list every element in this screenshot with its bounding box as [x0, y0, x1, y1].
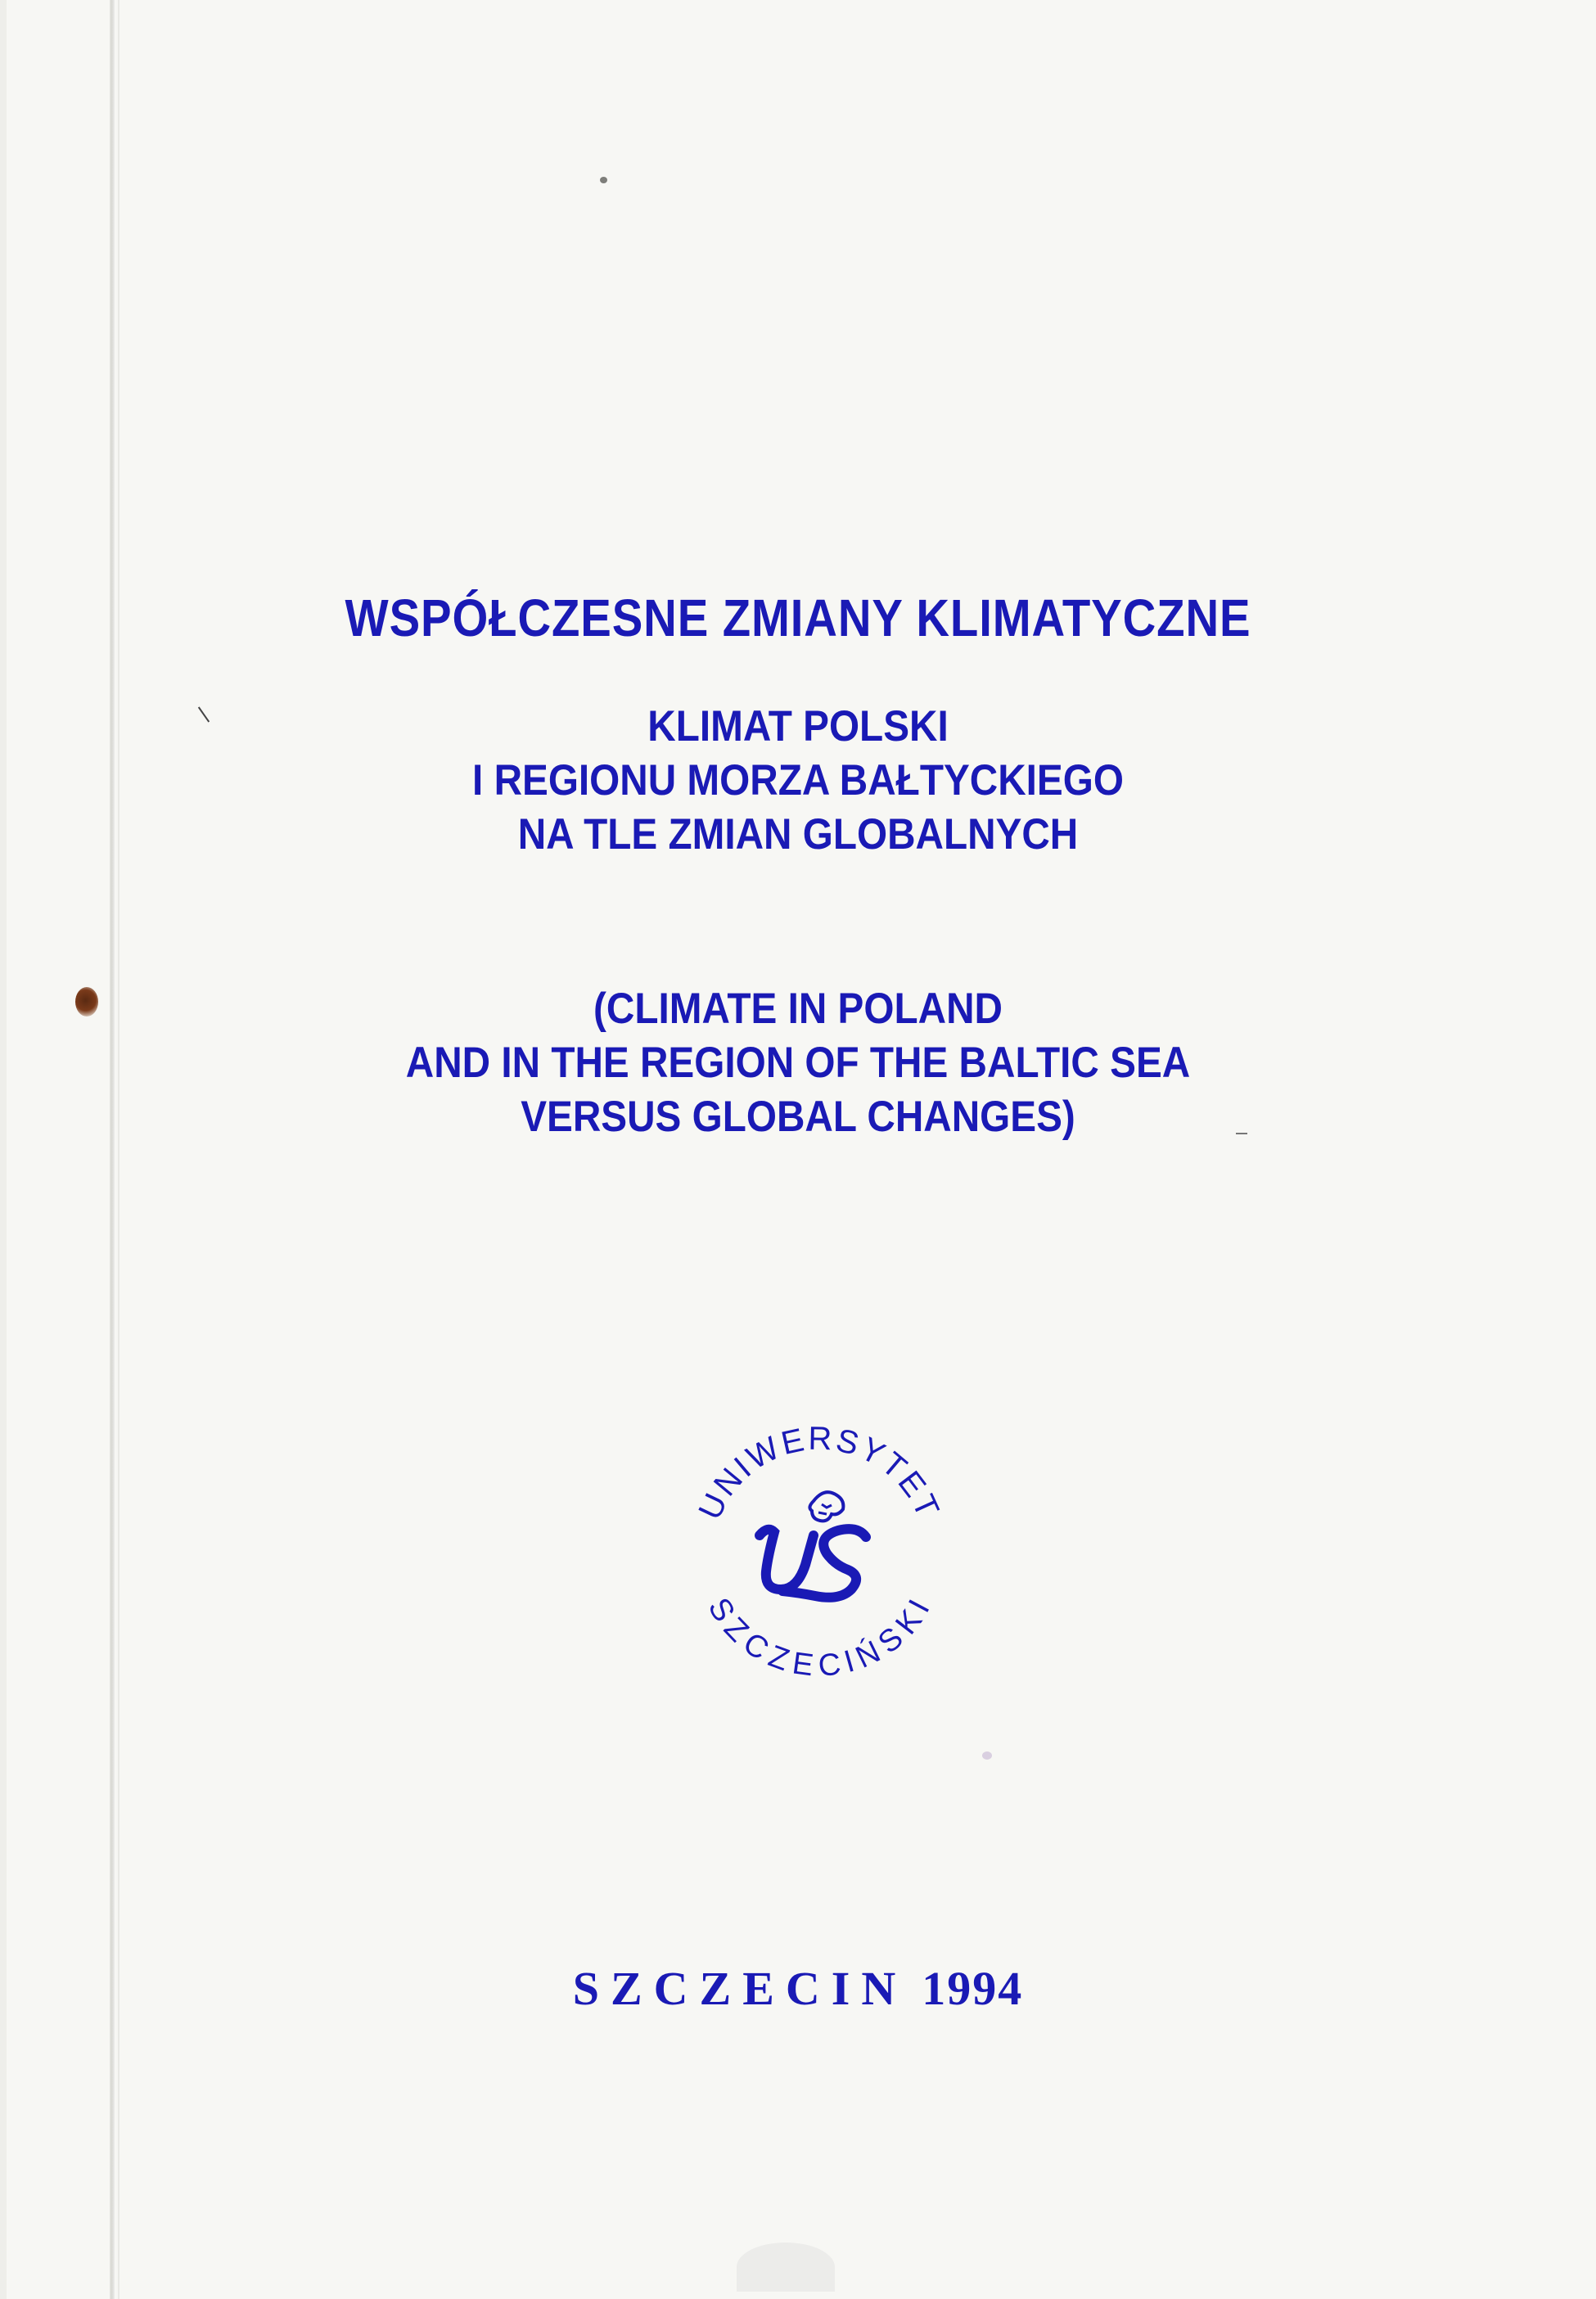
english-line: AND IN THE REGION OF THE BALTIC SEA — [405, 1039, 1191, 1087]
subtitle-line: I REGIONU MORZA BAŁTYCKIEGO — [472, 756, 1124, 805]
seal-ring-text-top: UNIWERSYTET — [692, 1420, 947, 1526]
cover-english-title — [80, 982, 1517, 1144]
seal-ring-text-bottom: SZCZECIŃSKI — [701, 1592, 938, 1683]
english-line: VERSUS GLOBAL CHANGES) — [521, 1093, 1075, 1141]
bottom-tear — [737, 2243, 835, 2292]
dust-speck — [600, 177, 607, 183]
spine-fold-line-secondary — [118, 0, 119, 2299]
cover-edge — [0, 0, 7, 2299]
imprint-city: SZCZECIN — [572, 1962, 908, 2015]
imprint-year: 1994 — [922, 1962, 1024, 2015]
university-seal-logo — [684, 1413, 954, 1683]
cover-imprint — [0, 1961, 1596, 2016]
subtitle-line: KLIMAT POLSKI — [647, 702, 949, 751]
subtitle-line: NA TLE ZMIAN GLOBALNYCH — [517, 810, 1079, 859]
dust-speck — [982, 1751, 992, 1760]
english-line: (CLIMATE IN POLAND — [593, 985, 1003, 1033]
spine-fold-line — [110, 0, 115, 2299]
cover-title: WSPÓŁCZESNE ZMIANY KLIMATYCZNE — [345, 588, 1251, 647]
griffin-icon — [809, 1492, 843, 1521]
us-monogram — [760, 1529, 866, 1598]
cover-subtitle — [80, 700, 1517, 862]
